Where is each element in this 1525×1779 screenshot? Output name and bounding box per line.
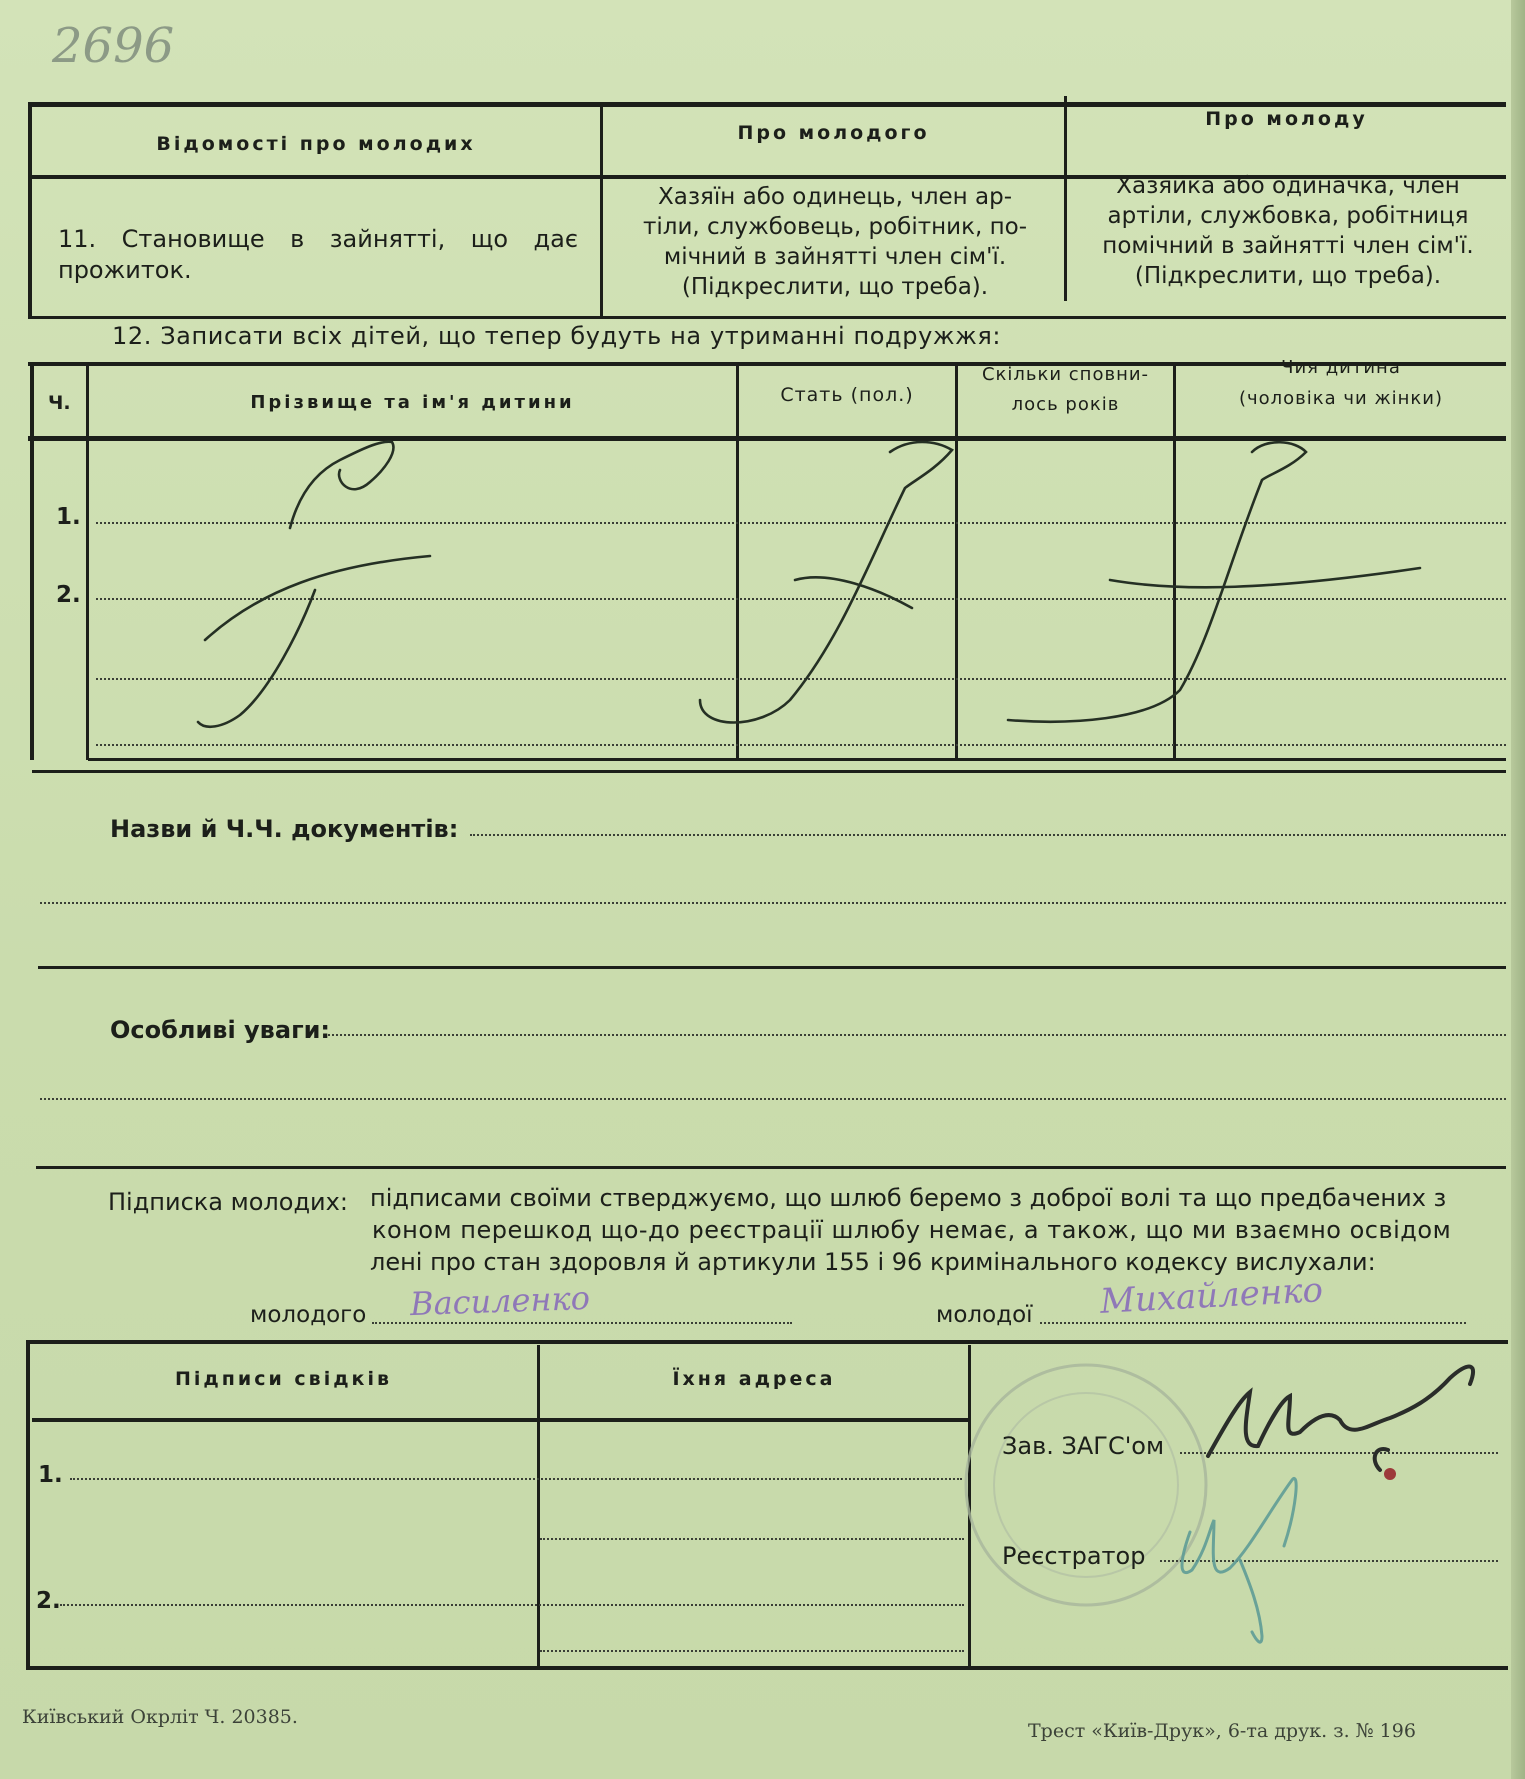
col-age-line1: Скільки сповни- [981, 364, 1150, 385]
bride-signature: Михайленко [1099, 1270, 1324, 1322]
documents-line-1 [470, 834, 1506, 836]
head-signature-line [1180, 1452, 1498, 1454]
groom-signature-label: молодого [250, 1302, 367, 1328]
row11-bride-line4: (Підкреслити, що треба). [1134, 263, 1442, 289]
pledge-line-3: лені про стан здоровля й артикули 155 і 96 кримінального кодексу вислухали: [370, 1248, 1376, 1276]
groom-signature: Василенко [409, 1278, 591, 1324]
header-groom: Про молодого [737, 122, 930, 144]
child-row-1-number: 1. [56, 504, 81, 530]
children-title: 12. Записати всіх дітей, що тепер будуть на утриманні подружжя: [112, 322, 1002, 350]
documents-label: Назви й Ч.Ч. документів: [110, 815, 459, 843]
header-bride: Про молоду [1205, 108, 1368, 130]
remarks-label: Особливі уваги: [110, 1016, 331, 1044]
pledge-line-2: коном перешкод що-до реєстрації шлюбу немає, а також, що ми взаємно освідом [372, 1216, 1452, 1244]
bride-signature-label: молодої [936, 1302, 1033, 1328]
witness-address-header: Їхня адреса [672, 1368, 836, 1390]
registrar-label: Реєстратор [1002, 1542, 1146, 1570]
row11-groom-line4: (Підкреслити, що треба). [681, 274, 989, 300]
row11-label: 11. Становище в зайнятті, що дає прожиток. [58, 225, 578, 284]
footer-printer: Трест «Київ-Друк», 6-та друк. з. № 196 [1028, 1720, 1416, 1742]
col-sex: Стать (пол.) [780, 384, 914, 406]
col-whose-line1: Чия дитина [1281, 357, 1401, 378]
remarks-line-2 [40, 1098, 1506, 1100]
groom-signature-line [372, 1322, 792, 1324]
pledge-label: Підписка молодих: [108, 1188, 348, 1216]
footer-publisher: Київський Окрліт Ч. 20385. [22, 1706, 298, 1728]
separator-3 [36, 1166, 1506, 1169]
remarks-line-1 [328, 1034, 1506, 1036]
row11-bride-line1: Хазяйка або одиначка, член [1116, 173, 1460, 199]
separator-1 [32, 770, 1506, 773]
row11-groom-line3: мічний в зайнятті член сім'ї. [663, 244, 1007, 270]
page-edge [1511, 0, 1525, 1779]
separator-2 [38, 966, 1506, 969]
witness-signatures-header: Підписи свідків [175, 1368, 392, 1390]
col-child-name: Прізвище та ім'я дитини [250, 392, 575, 413]
row11-groom-line1: Хазяїн або одинець, член ар- [657, 184, 1013, 210]
row11-groom-line2: тіли, службовець, робітник, по- [642, 214, 1028, 240]
bride-signature-line [1040, 1322, 1466, 1324]
col-number: Ч. [48, 392, 71, 414]
registrar-signature-line [1160, 1560, 1498, 1562]
col-whose-line2: (чоловіка чи жінки) [1238, 388, 1444, 409]
col-age-line2: лось років [1011, 394, 1120, 415]
row11-bride-line2: артіли, службовка, робітниця [1107, 203, 1469, 229]
documents-line-2 [40, 902, 1506, 904]
row11-bride-line3: помічний в зайнятті член сім'ї. [1102, 233, 1474, 259]
pledge-line-1: підписами своїми стверджуємо, що шлюб беремо з доброї волі та що предбачених з [370, 1184, 1447, 1212]
witness-row-1-number: 1. [38, 1462, 63, 1488]
child-row-2-number: 2. [56, 582, 81, 608]
head-registry-label: Зав. ЗАГС'ом [1002, 1432, 1165, 1460]
witness-row-2-number: 2. [36, 1588, 61, 1614]
header-info: Відомості про молодих [156, 133, 476, 155]
page-number-mark: 2696 [52, 18, 175, 74]
